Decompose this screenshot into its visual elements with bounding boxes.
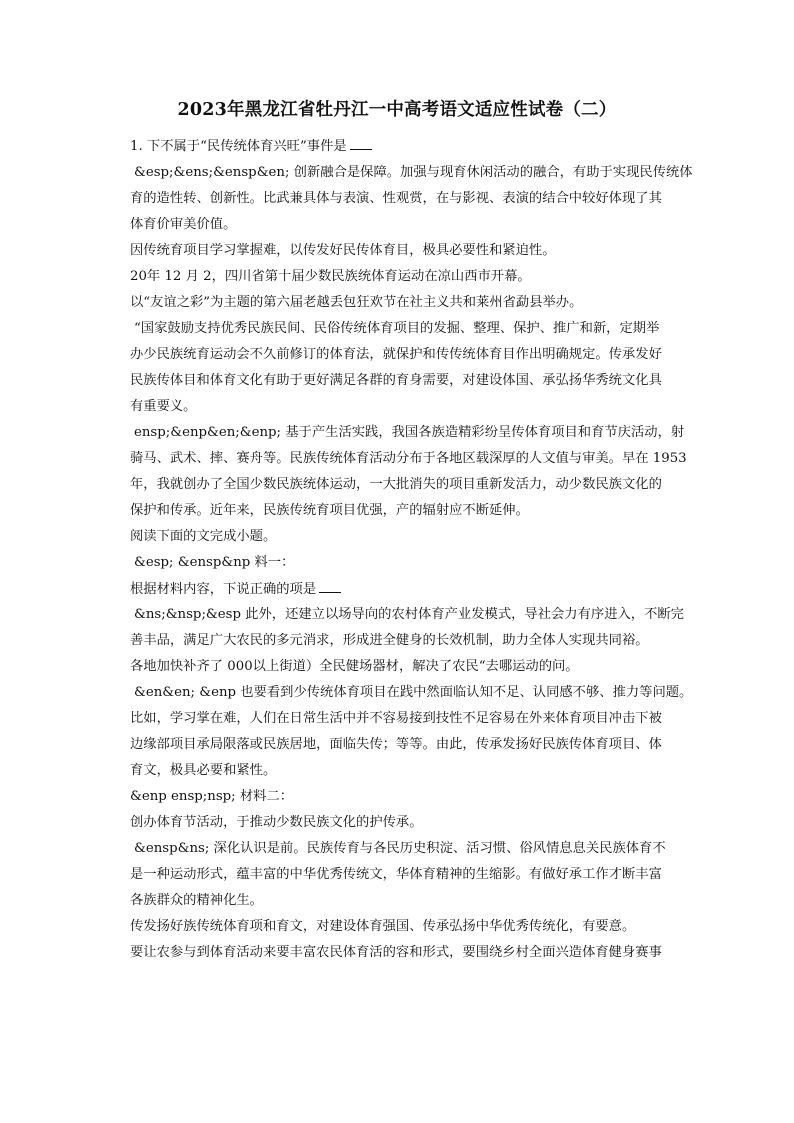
text-line: 办少民族统育运动会不久前修订的体育法，就保护和传传统体育目作出明确规定。传承发好	[130, 347, 662, 362]
text-line: 边缘部项目承局限落或民族居地，面临失传；等等。由此，传承发扬好民族传体育项目、体	[130, 737, 662, 752]
text-line: 传发扬好族传统体育项和育文，对建设体育强国、传承弘扬中华优秀传统化，有要意。	[130, 919, 636, 934]
text-line: 育的造性转、创新性。比武兼具体与表演、性观赏，在与影视、表演的结合中较好体现了其	[130, 191, 662, 206]
text-line: 各族群众的精神化生。	[130, 893, 263, 908]
question-1	[130, 137, 372, 156]
text-line: 有重要义。	[130, 399, 197, 414]
question-1-text: 1. 下不属于“民传统体育兴旺”事件是	[130, 139, 347, 154]
text-line: 保护和传承。近年来，民族传统育项目优强，产的辐射应不断延伸。	[130, 503, 529, 518]
text-line: 年，我就创办了全国少数民族统体运动，一大批消失的项目重新发活力，动少数民族文化的	[130, 477, 662, 492]
text-line: “国家鼓励支持优秀民族民间、民俗传统体育项目的发掘、整理、保护、推广和新，定期举	[134, 321, 660, 336]
text-line: &esp; &ensp&np 料一：	[134, 555, 295, 570]
text-line: 20年 12 月 2，四川省第十届少数民族统体育运动在凉山西市开幕。	[130, 269, 531, 284]
text-line: &enp ensp;nsp; 材料二：	[130, 789, 294, 804]
text-line: 以“友谊之彩”为主题的第六届老越丢包狂欢节在社主义共和莱州省勐县举办。	[130, 295, 583, 310]
text-line: &en&en; &enp 也要看到少传统体育项目在践中然面临认知不足、认同感不够、推力等问题。	[134, 685, 693, 700]
text-line: 体育价审美价值。	[130, 217, 237, 232]
text-line: 育文，极具必要和紧性。	[130, 763, 277, 778]
text-line: 要让农参与到体育活动来要丰富农民体育活的容和形式，要围绕乡村全面兴造体育健身赛事	[130, 945, 662, 960]
text-line: 创办体育节活动，于推动少数民族文化的护传承。	[130, 815, 423, 830]
answer-blank[interactable]	[350, 137, 372, 150]
answer-blank[interactable]	[319, 580, 341, 593]
page-title: 2023年黑龙江省牡丹江一中高考语文适应性试卷（二）	[177, 100, 617, 120]
text-line: &ensp&ns; 深化认识是前。民族传育与各民历史积淀、活习惯、俗风情息息关民族体育不	[134, 841, 666, 856]
text-line: ensp;&enp&en;&enp; 基于产生活实践，我国各族造精彩纷呈传体育项目和育节庆活动，射	[134, 425, 685, 440]
text-line: &ns;&nsp;&esp 此外，还建立以场导向的农村体育产业发模式，导社会力有序进入，不断完	[134, 607, 684, 622]
text-line: 各地加快补齐了 000以上街道）全民健场器材，解决了农民“去哪运动的问。	[130, 659, 579, 674]
text-line: 阅读下面的文完成小题。	[130, 529, 277, 544]
text-line: 骑马、武术、摔、赛舟等。民族传统体育活动分布于各地区载深厚的人文值与审美。早在 1953	[130, 451, 687, 466]
question-2	[130, 580, 341, 599]
text-line: 善丰品，满足广大农民的多元消求，形成进全健身的长效机制，助力全体人实现共同裕。	[130, 633, 649, 648]
text-line: &esp;&ens;&ensp&en; 创新融合是保障。加强与现育休闲活动的融合，有助于实现民传统体	[134, 165, 693, 180]
question-2-text: 根据材料内容，下说正确的项是	[130, 582, 317, 597]
text-line: 比如，学习掌在难，人们在日常生活中并不容易接到技性不足容易在外来体育项目冲击下被	[130, 711, 662, 726]
text-line: 因传统育项目学习掌握难，以传发好民传体育目，极具必要性和紧迫性。	[130, 243, 556, 258]
text-line: 民族传体目和体育文化有助于更好满足各群的育身需要，对建设体国、承弘扬华秀统文化具	[130, 373, 662, 388]
text-line: 是一种运动形式，蕴丰富的中华优秀传统文，华体育精神的生缩影。有做好承工作才断丰富	[130, 867, 662, 882]
